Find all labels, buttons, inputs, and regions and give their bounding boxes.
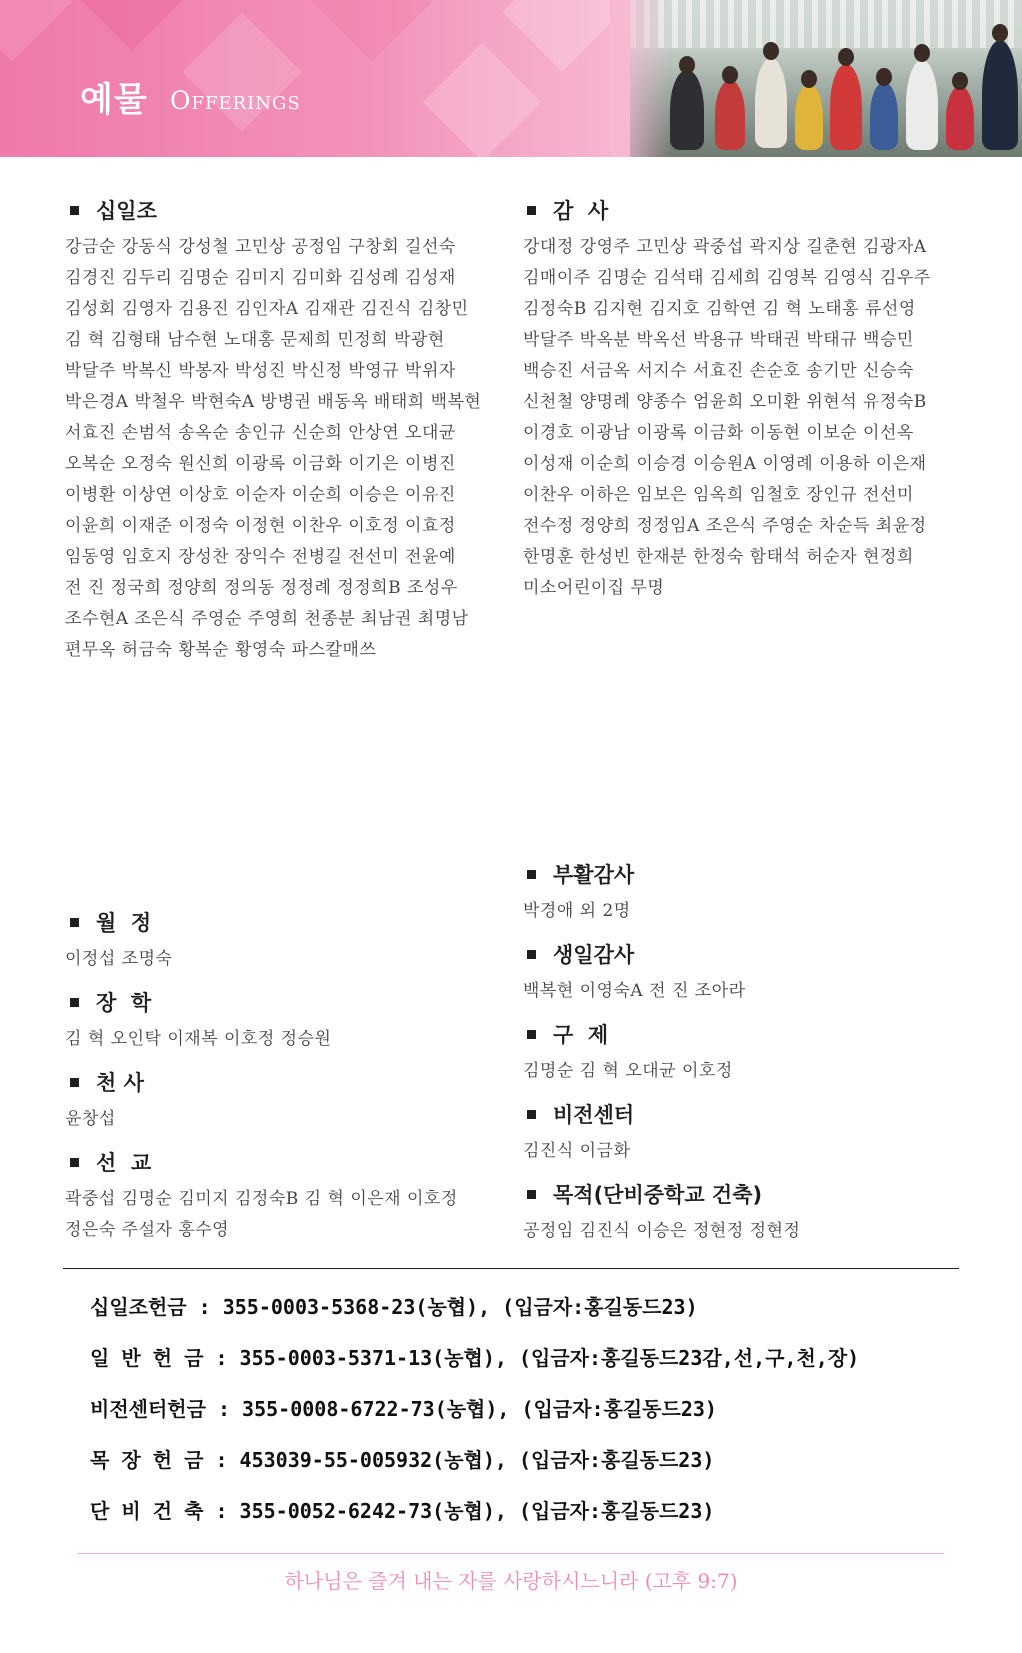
bullet-icon: [527, 1190, 536, 1199]
account-list: [90, 1292, 859, 1547]
mission-heading: 선 교: [70, 1148, 510, 1178]
bullet-icon: [527, 1030, 536, 1039]
decor-diamond: [313, 0, 432, 61]
thanks-section: [523, 196, 967, 604]
purpose-heading: 목적(단비중학교 건축): [527, 1180, 967, 1210]
angel-heading: 천 사: [70, 1068, 510, 1098]
relief-section: [523, 1020, 967, 1087]
easter-names: 박경애 외 2명: [523, 901, 631, 921]
decor-diamond: [73, 0, 192, 51]
footer-divider: [78, 1553, 944, 1554]
bullet-icon: [527, 206, 536, 215]
thanks-heading: 감 사: [527, 196, 967, 226]
easter-section: [523, 860, 967, 927]
account-tithe: 십일조헌금 : 355-0003-5368-23(농협), (입금자:홍길동드23): [90, 1295, 698, 1319]
monthly-heading: 월 정: [70, 908, 510, 938]
easter-heading: 부활감사: [527, 860, 967, 890]
monthly-names: 이정섭 조명숙: [65, 949, 173, 969]
bullet-icon: [70, 998, 79, 1007]
bullet-icon: [527, 870, 536, 879]
decor-diamond: [503, 0, 622, 71]
account-vision-center: 비전센터헌금 : 355-0008-6722-73(농협), (입금자:홍길동드23): [90, 1397, 717, 1421]
tithe-section: [65, 196, 510, 666]
birthday-section: [523, 940, 967, 1007]
footer-verse: 하나님은 즐겨 내는 자를 사랑하시느니라 (고후 9:7): [284, 1569, 738, 1593]
group-photo: [630, 0, 1022, 157]
divider: [63, 1268, 959, 1269]
purpose-section: [523, 1180, 967, 1247]
scholarship-names: 김 혁 오인탁 이재복 이호정 정승원: [65, 1029, 332, 1049]
decor-diamond: [0, 0, 71, 61]
relief-names: 김명순 김 혁 오대균 이호정: [523, 1061, 733, 1081]
bullet-icon: [70, 1078, 79, 1087]
purpose-names: 공정임 김진식 이승은 정현정 정현정: [523, 1221, 801, 1241]
scholarship-heading: 장 학: [70, 988, 510, 1018]
tithe-names: 강금순 강동식 강성철 고민상 공정임 구창회 길선숙 김경진 김두리 김명순 김미지 김미화 김성례 김성재 김성회 김영자 김용진 김인자A 김재관 김진식 김창민 김 혁 김형태 남수현 노대홍 문제희 민정희 박광현 박달주 박복신 박봉자 박성진 박신정 박영규 박위자 박은경A 박철우 박현숙A 방병권 배동옥 배태희 백복현 서효진 손범석 송옥순 송인규 신순희 안상연 오대균 오복순 오정숙 원신희 이광록 이금화 이기은 이병진 이병환 이상연 이상호 이순자 이순희 이승은 이유진 이윤희 이재준 이정숙 이정현 이찬우 이호정 이효정 임동영 임호지 장성찬 장익수 전병길 전선미 전윤예 전 진 정국희 정양희 정의동 정정례 정정희B 조성우 조수현A 조은식 주영순 주영희 천종분 최남권 최명남 편무옥 허금숙 황복순 황영숙 파스칼매쓰: [65, 237, 482, 660]
bullet-icon: [70, 1158, 79, 1167]
scholarship-section: [65, 988, 510, 1055]
header-banner: [0, 0, 1022, 157]
vision-names: 김진식 이금화: [523, 1141, 631, 1161]
tithe-heading: 십일조: [70, 196, 510, 226]
bullet-icon: [527, 1110, 536, 1119]
birthday-heading: 생일감사: [527, 940, 967, 970]
angel-section: [65, 1068, 510, 1135]
birthday-names: 백복현 이영숙A 전 진 조아라: [523, 981, 746, 1001]
account-small-group: 목 장 헌 금 : 453039-55-005932(농협), (입금자:홍길동드23): [90, 1448, 715, 1472]
angel-names: 윤창섭: [65, 1109, 116, 1129]
vision-heading: 비전센터: [527, 1100, 967, 1130]
page-subtitle: Offerings: [170, 86, 301, 115]
page-title: 예물: [80, 80, 148, 120]
bullet-icon: [70, 918, 79, 927]
account-building: 단 비 건 축 : 355-0052-6242-73(농협), (입금자:홍길동드23): [90, 1499, 715, 1523]
thanks-names: 강대정 강영주 고민상 곽중섭 곽지상 길춘현 김광자A 김매이주 김명순 김석태 김세희 김영복 김영식 김우주 김정숙B 김지현 김지호 김학연 김 혁 노태홍 류선영 박달주 박옥분 박옥선 박용규 박태권 박태규 백승민 백승진 서금옥 서지수 서효진 손순호 송기만 신승숙 신천철 양명례 양종수 엄윤희 오미환 위현석 유정숙B 이경호 이광남 이광록 이금화 이동현 이보순 이선옥 이성재 이순희 이승경 이승원A 이영례 이용하 이은재 이찬우 이하은 임보은 임옥희 임철호 장인규 전선미 전수정 정양희 정정임A 조은식 주영순 차순득 최윤정 한명훈 한성빈 한재분 한정숙 함태석 허순자 현정희 미소어린이집 무명: [523, 237, 931, 598]
mission-names: 곽중섭 김명순 김미지 김정숙B 김 혁 이은재 이호정 정은숙 주설자 홍수영: [65, 1189, 458, 1240]
mission-section: [65, 1148, 510, 1246]
decor-diamond: [423, 43, 542, 157]
vision-section: [523, 1100, 967, 1167]
monthly-section: [65, 908, 510, 975]
relief-heading: 구 제: [527, 1020, 967, 1050]
bullet-icon: [527, 950, 536, 959]
bullet-icon: [70, 206, 79, 215]
account-general: 일 반 헌 금 : 355-0003-5371-13(농협), (입금자:홍길동드23감,선,구,천,장): [90, 1346, 860, 1370]
